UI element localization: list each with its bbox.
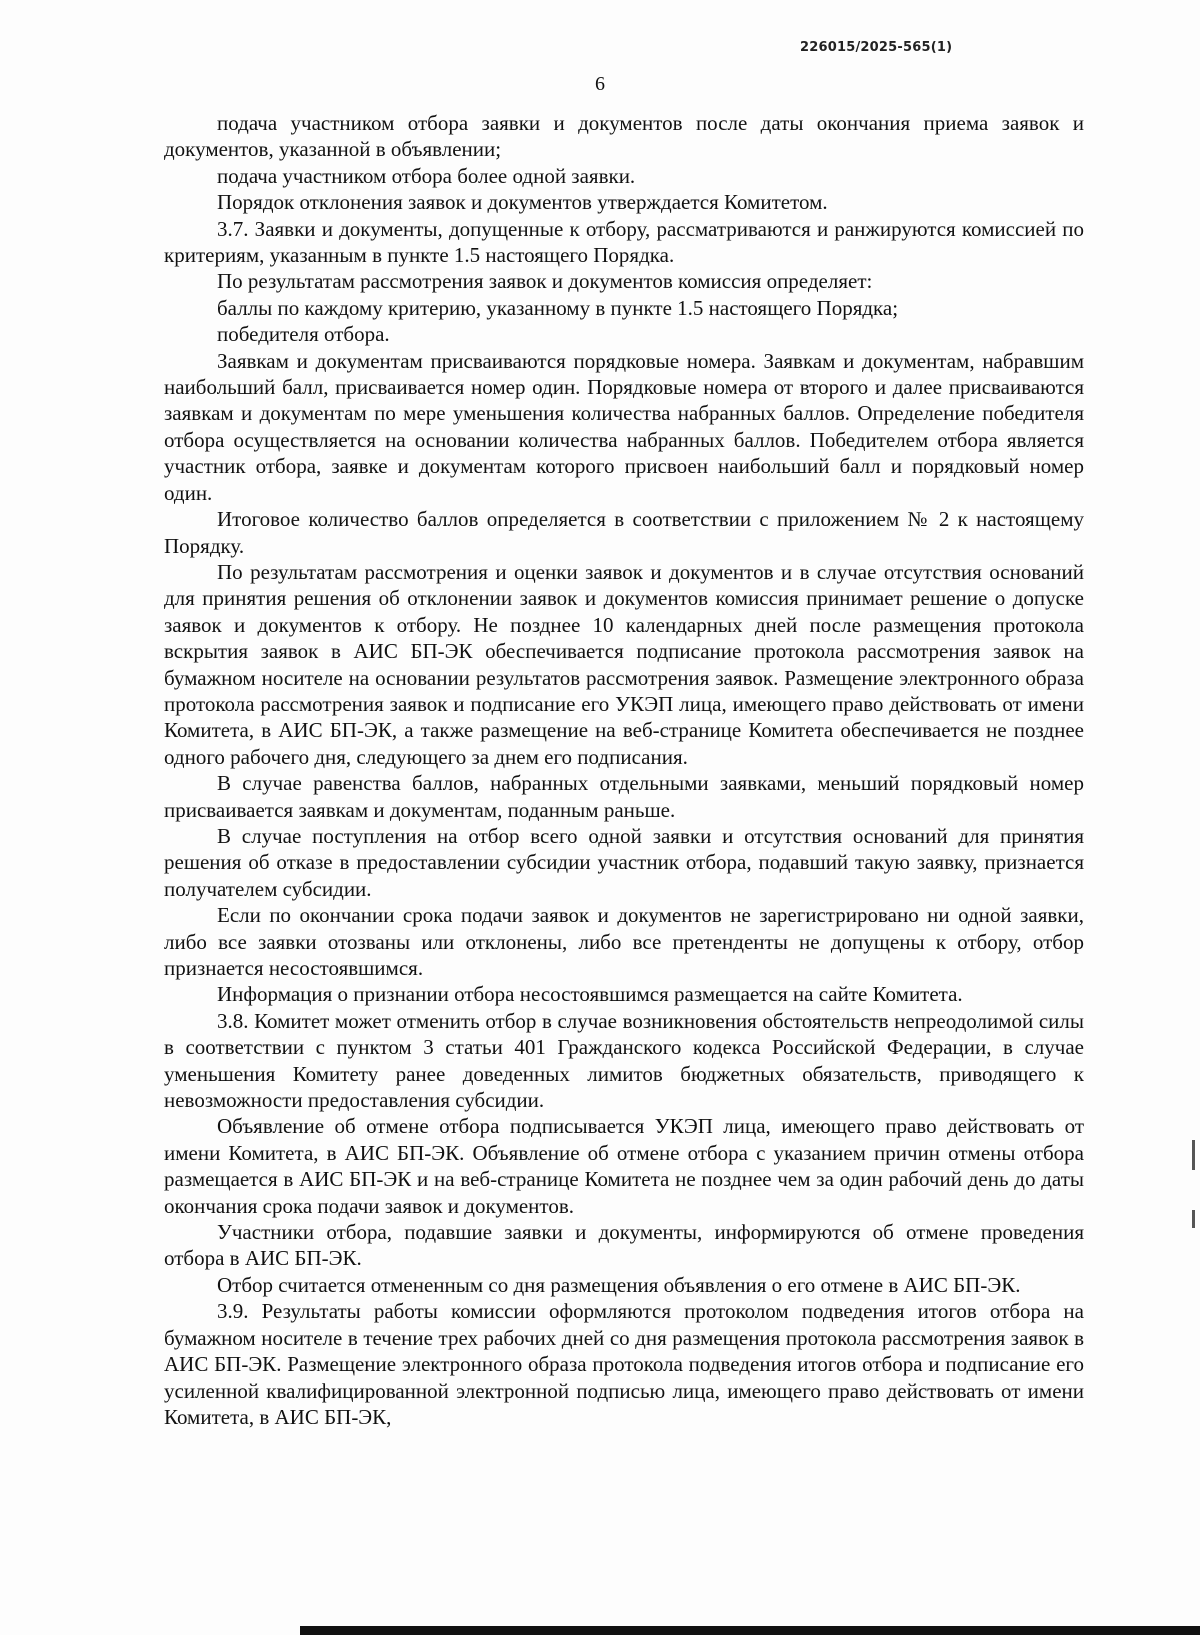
paragraph: Если по окончании срока подачи заявок и документов не зарегистрировано ни одной заявки, либо все заявки отозваны или отклонены, либо все претенденты не допущены к отбору, отбор признается несостоявшимся.	[164, 903, 1084, 980]
paragraph: подача участником отбора заявки и документов после даты окончания приема заявок и документов, указанной в объявлении;	[164, 111, 1084, 162]
paragraph: Участники отбора, подавшие заявки и документы, информируются об отмене проведения отбора в АИС БП-ЭК.	[164, 1220, 1084, 1271]
document-number: 226015/2025-565(1)	[800, 40, 953, 55]
paragraph: Заявкам и документам присваиваются порядковые номера. Заявкам и документам, набравшим наибольший балл, присваивается номер один. Порядковые номера от второго и далее присваиваются заявкам и документам по мере уменьшения количества набранных баллов. Определение победителя отбора осуществляется на основании количества набранных баллов. Победителем отбора является участник отбора, заявке и документам которого присвоен наибольший балл и порядковый номер один.	[164, 348, 1084, 505]
paragraph: По результатам рассмотрения и оценки заявок и документов и в случае отсутствия оснований для принятия решения об отклонении заявок и документов комиссия принимает решение о допуске заявок и документов к отбору. Не позднее 10 календарных дней после размещения протокола вскрытия заявок в АИС БП-ЭК обеспечивается подписание протокола рассмотрения заявок на бумажном носителе на основании результатов рассмотрения заявок. Размещение электронного образа протокола рассмотрения заявок и подписание его УКЭП лица, имеющего право действовать от имени Комитета, в АИС БП-ЭК, а также размещение на веб-странице Комитета обеспечивается не позднее одного рабочего дня, следующего за днем его подписания.	[164, 559, 1084, 769]
paragraph: В случае равенства баллов, набранных отдельными заявками, меньший порядковый номер присваивается заявкам и документам, поданным раньше.	[164, 771, 1084, 822]
paragraph: Информация о признании отбора несостоявшимся размещается на сайте Комитета.	[217, 982, 963, 1007]
paragraph: Отбор считается отмененным со дня размещения объявления о его отмене в АИС БП-ЭК.	[217, 1272, 1021, 1297]
paragraph: В случае поступления на отбор всего одной заявки и отсутствия оснований для принятия решения об отказе в предоставлении субсидии участник отбора, подавший такую заявку, признается получателем субсидии.	[164, 823, 1084, 901]
paragraph: Объявление об отмене отбора подписывается УКЭП лица, имеющего право действовать от имени Комитета, в АИС БП-ЭК. Объявление об отмене отбора с указанием причин отмены отбора размещается в АИС БП-ЭК и на веб-странице Комитета не позднее чем за один рабочий день до даты окончания срока подачи заявок и документов.	[164, 1114, 1084, 1218]
paragraph: 3.9. Результаты работы комиссии оформляются протоколом подведения итогов отбора на бумажном носителе в течение трех рабочих дней со дня размещения протокола рассмотрения заявок в АИС БП-ЭК. Размещение электронного образа протокола подведения итогов отбора и подписание его усиленной квалифицированной электронной подписью лица, имеющего право действовать от имени Комитета, в АИС БП-ЭК,	[164, 1299, 1084, 1429]
scan-bottom-band	[300, 1626, 1200, 1635]
paragraph: По результатам рассмотрения заявок и документов комиссия определяет:	[217, 269, 873, 294]
paragraph: победителя отбора.	[217, 322, 390, 347]
paragraph: 3.7. Заявки и документы, допущенные к отбору, рассматриваются и ранжируются комиссией по критериям, указанным в пункте 1.5 настоящего Порядка.	[164, 216, 1084, 268]
scan-edge-mark	[1192, 1140, 1195, 1170]
paragraph: баллы по каждому критерию, указанному в пункте 1.5 настоящего Порядка;	[217, 295, 899, 320]
document-body	[164, 110, 1084, 1430]
paragraph: Итоговое количество баллов определяется в соответствии с приложением № 2 к настоящему Порядку.	[164, 507, 1084, 558]
page-number: 6	[595, 73, 605, 95]
paragraph: подача участником отбора более одной заявки.	[217, 163, 636, 188]
paragraph: Порядок отклонения заявок и документов утверждается Комитетом.	[217, 190, 828, 215]
scan-edge-mark	[1192, 1210, 1195, 1228]
paragraph: 3.8. Комитет может отменить отбор в случае возникновения обстоятельств непреодолимой силы в соответствии с пунктом 3 статьи 401 Гражданского кодекса Российской Федерации, в случае уменьшения Комитету ранее доведенных лимитов бюджетных обязательств, приводящего к невозможности предоставления субсидии.	[164, 1008, 1084, 1113]
